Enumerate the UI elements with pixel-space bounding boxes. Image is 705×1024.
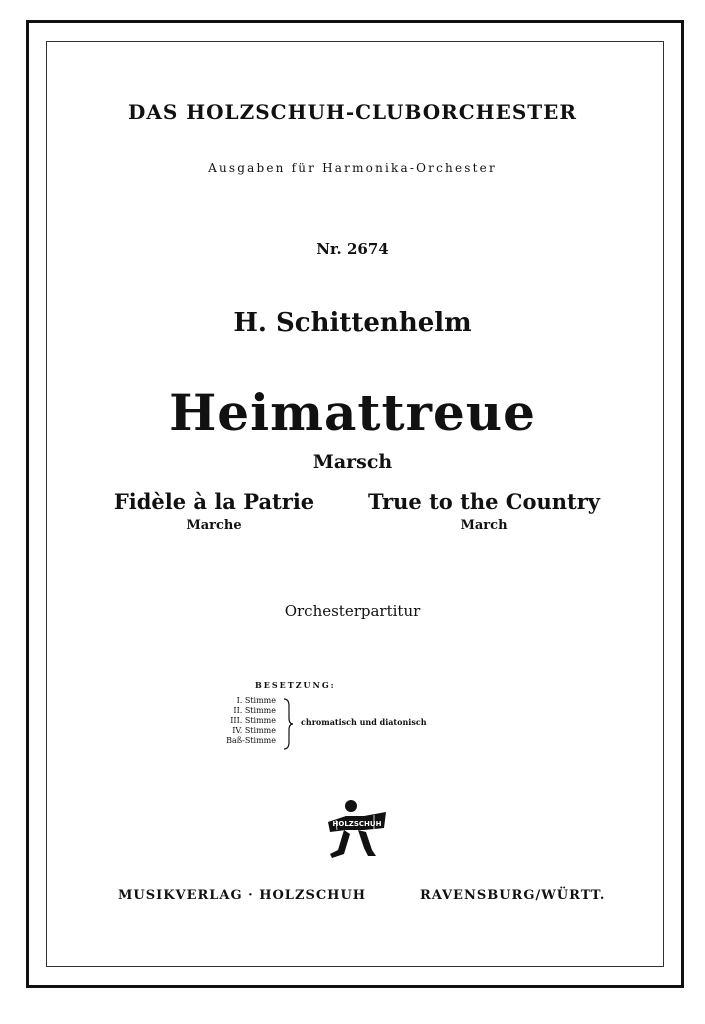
brace-icon [283,698,293,750]
english-subtitle: March [460,518,508,533]
catalog-number: Nr. 2674 [316,240,389,258]
series-subtitle: Ausgaben für Harmonika-Orchester [208,161,497,175]
instrumentation-note: chromatisch und diatonisch [301,717,427,727]
french-title: Fidèle à la Patrie [113,489,315,514]
french-title-block [104,488,324,536]
french-subtitle: Marche [186,518,242,533]
logo-text: HOLZSCHUH [332,820,382,828]
holzschuh-logo-icon [324,798,390,862]
english-title: True to the Country [368,489,600,514]
voice-item: III. Stimme [230,716,276,725]
publisher-location: RAVENSBURG/WÜRTT. [420,888,606,903]
composer-name: H. Schittenhelm [233,308,472,338]
voice-item: Baß-Stimme [226,736,276,745]
voice-item: I. Stimme [236,696,276,705]
voice-item: II. Stimme [233,706,276,715]
english-title-block [360,488,608,536]
work-title: Heimattreue [169,383,536,442]
work-subtitle: Marsch [312,451,393,473]
score-type: Orchesterpartitur [284,602,421,620]
instrumentation-heading: BESETZUNG: [255,680,336,690]
voice-list [212,696,276,746]
publisher-name: MUSIKVERLAG · HOLZSCHUH [118,888,367,903]
voice-item: IV. Stimme [232,726,276,735]
series-title: DAS HOLZSCHUH-CLUBORCHESTER [127,100,578,124]
